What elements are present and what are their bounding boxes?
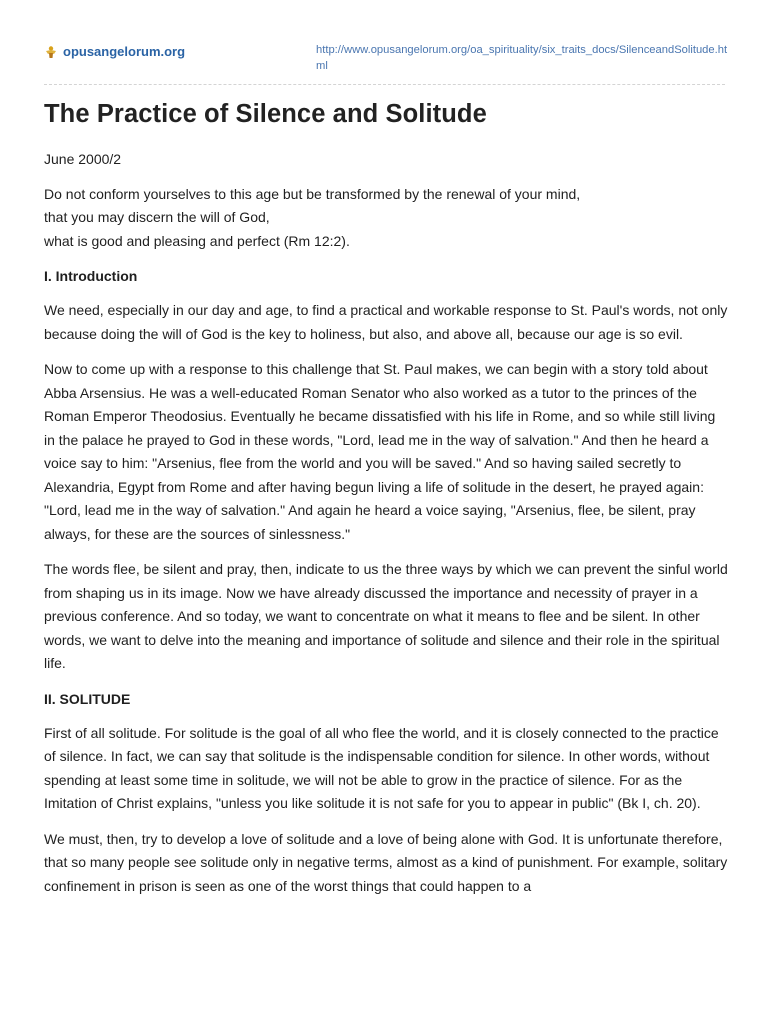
epigraph-line: Do not conform yourselves to this age but be transformed by the renewal of your mind, bbox=[44, 185, 581, 202]
document-date: June 2000/2 bbox=[44, 151, 122, 167]
site-name: opusangelorum.org bbox=[63, 44, 186, 59]
epigraph-line: that you may discern the will of God, bbox=[44, 209, 270, 225]
section-heading-introduction: I. Introduction bbox=[44, 268, 138, 284]
epigraph-line: what is good and pleasing and perfect (Rm 12:2). bbox=[44, 232, 350, 249]
header-divider bbox=[44, 84, 725, 85]
page-header bbox=[44, 42, 728, 86]
paragraph: Now to come up with a response to this challenge that St. Paul makes, we can begin with a story told about Abba Arsensius. He was a well-educated Roman Senator who also worked as a tutor to the princes of the Roman Emperor Theodosius. Eventually he became dissatisfied with his life in Rome, and so while still living in the palace he prayed to God in these words, "Lord, lead me in the way of salvation." And then he heard a voice say to him: "Arsenius, flee from the world and you will be saved." And so having sailed secretly to Alexandria, Egypt from Rome and after having begun living a life of solitude in the desert, he prayed again: "Lord, lead me in the way of salvation." And again he heard a voice saying, "Arsenius, flee, be silent, pray always, for these are the sources of sinlessness." bbox=[44, 361, 716, 542]
paragraph: We need, especially in our day and age, to find a practical and workable response to St. Paul's words, not only because doing the will of God is the key to holiness, but also, and above all, because our age is so evil. bbox=[44, 302, 728, 342]
epigraph bbox=[44, 183, 728, 254]
source-url[interactable]: http://www.opusangelorum.org/oa_spirituality/six_traits_docs/SilenceandSolitude.html bbox=[316, 44, 728, 72]
angel-logo-icon bbox=[44, 45, 58, 59]
paragraph: We must, then, try to develop a love of solitude and a love of being alone with God. It is unfortunate therefore, that so many people see solitude only in negative terms, almost as a kind of punishment. For example, solitary confinement in prison is seen as one of the worst things that could happen to a bbox=[44, 830, 728, 894]
section-heading-solitude: II. SOLITUDE bbox=[44, 690, 131, 707]
page-title: The Practice of Silence and Solitude bbox=[44, 100, 487, 128]
site-link[interactable] bbox=[44, 44, 185, 59]
paragraph: First of all solitude. For solitude is the goal of all who flee the world, and it is closely connected to the practice of silence. In fact, we can say that solitude is the indispensable condition for silence. In other words, without spending at least some time in solitude, we will not be able to grow in the practice of silence. For as the Imitation of Christ explains, "unless you like solitude it is not safe for you to appear in public" (Bk I, ch. 20). bbox=[44, 724, 719, 811]
paragraph: The words flee, be silent and pray, then, indicate to us the three ways by which we can prevent the sinful world from shaping us in its image. Now we have already discussed the importance and necessity of prayer in a previous conference. And so today, we want to concentrate on what it means to flee and be silent. In other words, we want to delve into the meaning and importance of solitude and silence and their role in the spiritual life. bbox=[44, 561, 728, 671]
document-body bbox=[44, 148, 728, 910]
